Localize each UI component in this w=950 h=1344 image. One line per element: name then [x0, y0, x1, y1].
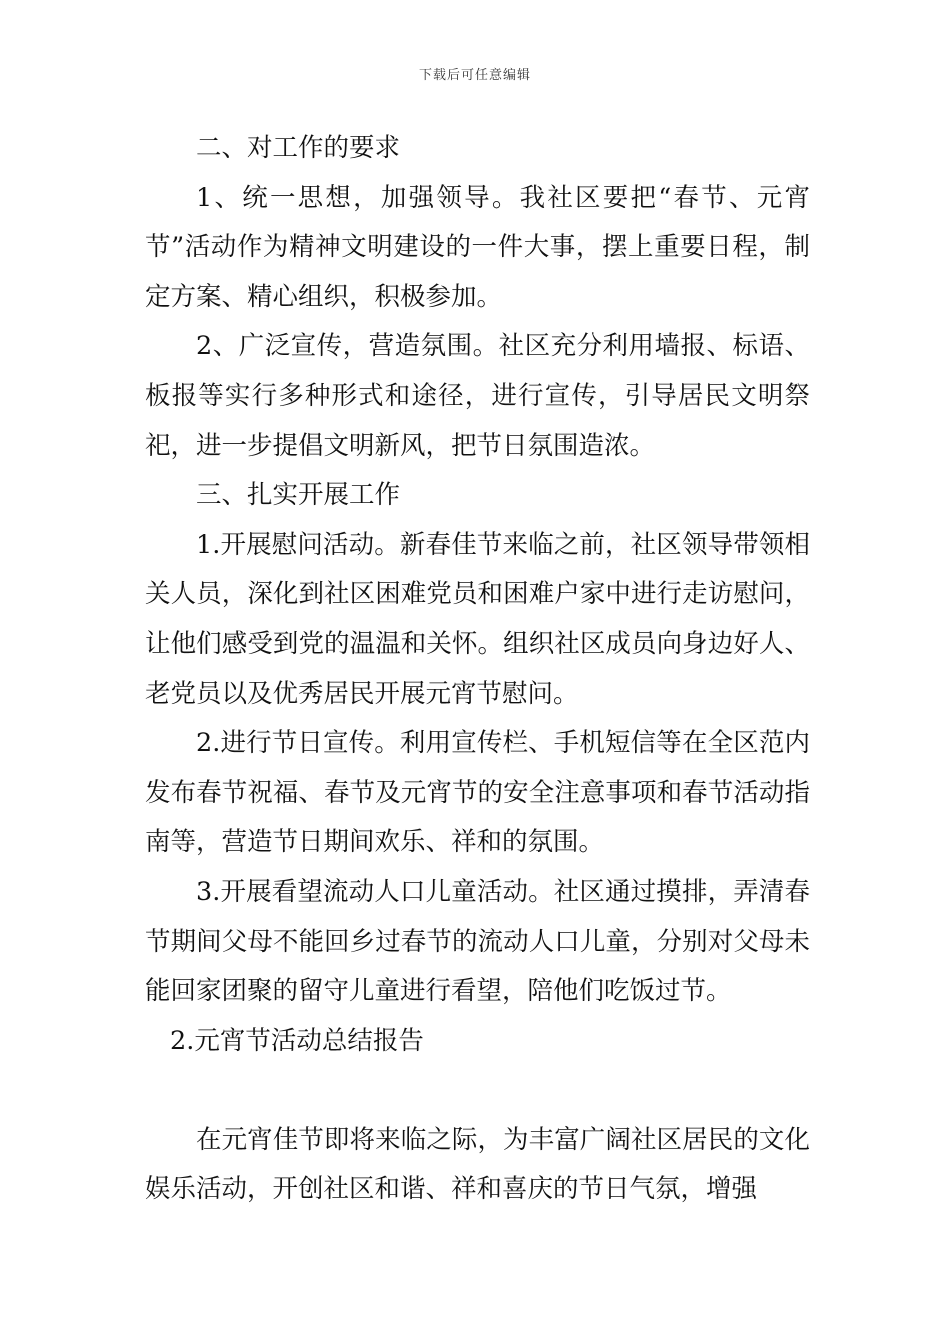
- section-heading-requirements: 二、对工作的要求: [196, 133, 401, 163]
- paragraph-visit-children: 3.开展看望流动人口儿童活动。社区通过摸排，弄清春节期间父母不能回乡过春节的流动人口儿童，分别对父母未能回家团聚的留守儿童进行看望，陪他们吃饭过节。: [145, 876, 810, 1007]
- paragraph-condolence: 1.开展慰问活动。新春佳节来临之前，社区领导带领相关人员，深化到社区困难党员和困难户家中进行走访慰问，让他们感受到党的温温和关怀。组织社区成员向身边好人、老党员以及优秀居民开展元宵节慰问。: [145, 529, 810, 709]
- section-heading-carry-out: 三、扎实开展工作: [196, 480, 401, 511]
- document-body: [145, 124, 810, 1215]
- paragraph-holiday-promotion: 2.进行节日宣传。利用宣传栏、手机短信等在全区范内发布春节祝福、春节及元宵节的安全注意事项和春节活动指南等，营造节日期间欢乐、祥和的氛围。: [145, 728, 810, 858]
- article-title: 2.元宵节活动总结报告: [170, 1025, 424, 1056]
- blank-line: [145, 1066, 810, 1116]
- paragraph-unify-thinking: 1、统一思想，加强领导。我社区要把“春节、元宵节”活动作为精神文明建设的一件大事，摆上重要日程，制定方案、精心组织，积极参加。: [145, 182, 810, 312]
- paragraph-report-intro: 在元宵佳节即将来临之际，为丰富广阔社区居民的文化娱乐活动，开创社区和谐、祥和喜庆的节日气氛，增强: [145, 1124, 810, 1205]
- paragraph-publicity: 2、广泛宣传，营造氛围。社区充分利用墙报、标语、板报等实行多种形式和途径，进行宣传，引导居民文明祭祀，进一步提倡文明新风，把节日氛围造浓。: [145, 331, 810, 461]
- page-header: 下载后可任意编辑: [418, 68, 531, 83]
